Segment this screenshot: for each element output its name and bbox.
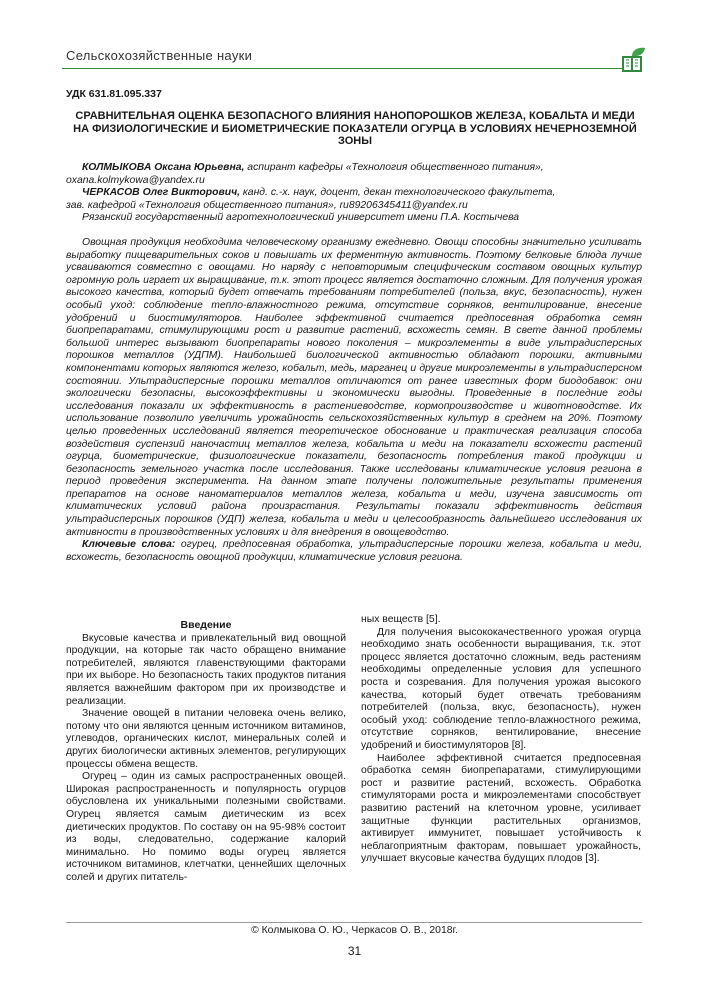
author-block [66, 162, 642, 225]
keywords [66, 539, 642, 564]
author-1 [66, 162, 642, 175]
copyright: © Колмыкова О. Ю., Черкасов О. В., 2018г. [251, 925, 458, 936]
author-2 [66, 187, 642, 200]
paragraph-continued: ных веществ [5]. [361, 614, 441, 625]
section-heading-introduction: Введение [180, 619, 232, 631]
author-2-info: канд. с.-х. наук, доцент, декан технологического факультета, [240, 187, 556, 198]
right-column [361, 614, 641, 866]
author-1-name: КОЛМЫКОВА Оксана Юрьевна, [82, 162, 245, 173]
running-header [62, 44, 648, 68]
author-2-position: зав. кафедрой «Технология общественного питания», ru89206345411@yandex.ru [66, 199, 468, 211]
paragraph: Вкусовые качества и привлекательный вид овощной продукции, на которые так часто обращено внимание потребителей, являются главенствующими факторами при их выборе. Но безопасность таких продуктов питания является важнейшим фактором при их производстве и реализации. [66, 632, 346, 707]
udc-code: УДК 631.81.095.337 [66, 88, 162, 100]
paragraph: Для получения высококачественного урожая огурца необходимо знать особенности выращивания, т.к. этот процесс является достаточно сложным, ведь растениям необходимы определенные условия для успешного роста и созревания. Для получения урожая высокого качества, который будет отвечать требованиям потребителей (польза, вкус, безопасность), нужен особый уход: соблюдение тепло-влажностного режима, отсутствие сорняков, вентилирование, внесение удобрений и биостимуляторов [8]. [361, 626, 641, 751]
article-title: СРАВНИТЕЛЬНАЯ ОЦЕНКА БЕЗОПАСНОГО ВЛИЯНИЯ НАНОПОРОШКОВ ЖЕЛЕЗА, КОБАЛЬТА И МЕДИ НА ФИЗИОЛОГИЧЕСКИЕ И БИОМЕТРИЧЕСКИЕ ПОКАЗАТЕЛИ ОГУРЦА В УСЛОВИЯХ НЕЧЕРНОЗЕМНОЙ ЗОНЫ [73, 110, 637, 147]
left-column [66, 619, 346, 884]
journal-section-title: Сельскохозяйственные науки [66, 48, 253, 63]
book-leaf-icon [618, 46, 648, 74]
author-2-name: ЧЕРКАСОВ Олег Викторович, [82, 187, 241, 198]
header-divider [62, 68, 622, 69]
paragraph: Наиболее эффективной считается предпосевная обработка семян биопрепаратами, стимулирующими рост и развитие растений, всхожесть. Обработка стимуляторами роста и микроэлементами способствует развитию растений на клеточном уровне, усиливает защитные функции растительных организмов, активирует иммунитет, повышает устойчивость к неблагоприятным факторам, повышает урожайность, улучшает вкусовые качества будущих плодов [3]. [361, 752, 641, 865]
author-1-info: аспирант кафедры «Технология общественного питания», [244, 162, 544, 173]
paragraph: Огурец – один из самых распространенных овощей. Широкая распространенность и популярность огурцов обусловлена их уникальными полезными свойствами. Огурец является самым диетическим из всех диетических продуктов. По составу он на 95-98% состоит из воды, следовательно, содержание калорий минимально. Но помимо воды огурец является источником витаминов, клетчатки, ценнейших щелочных солей и других питатель- [66, 771, 346, 883]
page-number: 31 [347, 944, 362, 958]
keywords-label: Ключевые слова: [82, 539, 176, 551]
keywords-text: огурец, предпосевная обработка, ультрадисперсные порошки железа, кобальта и меди, всхожесть, безопасность овощной продукции, климатические условия региона. [66, 539, 643, 563]
author-1-email: oxana.kolmykowa@yandex.ru [66, 174, 205, 186]
affiliation: Рязанский государственный агротехнологический университет имени П.А. Костычева [82, 212, 520, 223]
paragraph: Значение овощей в питании человека очень велико, потому что они являются ценным источником витаминов, углеводов, органических кислот, минеральных солей и других биологически активных элементов, регулирующих процессы обмена веществ. [66, 708, 346, 770]
abstract-text: Овощная продукция необходима человеческому организму ежедневно. Овощи способны значительно усиливать выработку пищеварительных соков и повышать их ферментную активность. Поэтому белковые блюда лучше усваиваются совместно с овощами. Но наряду с неповторимым специфическим составом овощных культур огромную роль играет их выращивание, т.к. этот процесс является достаточно сложным. Для получения урожая высокого качества, который будет отвечать требованиям потребителей (польза, вкус, безопасность), нужен особый уход: соблюдение тепло-влажностного режима, отсутствие сорняков, вентилирование, внесение удобрений и биостимуляторов. Наиболее эффективной считается предпосевная обработка семян биопрепаратами, стимулирующими рост и развитие растений, всхожесть семян. В свете данной проблемы большой интерес вызывают биопрепараты нового поколения – микроэлементы в виде ультрадисперсных порошков металлов (УДПМ). Наибольшей биологической активностью обладают порошки, активными компонентами которых являются железо, кобальт, медь, марганец и другие микроэлементы в ультрадисперсном состоянии. Ультрадисперсные порошки металлов отличаются от ранее известных форм биодобавок: они экологически безопасны, высокоэффективны и экономически выгодны. Проведенные в последние годы исследования показали их эффективность в растениеводстве, кормопроизводстве и животноводстве. Их использование позволило увеличить урожайность сельскохозяйственных культур в среднем на 20%. Поэтому целью проведенных исследований является теоретическое обоснование и практическая реализация способа воздействия суспензий наночастиц металлов железа, кобальта и меди на показатели всхожести растений огурца, биометрические, физиологические показатели, безопасность потребления такой продукции и безопасность земельного участка после исследования. Также исследованы климатические условия региона в период проведения эксперимента. На данном этапе получены положительные результаты применения препаратов на основе наноматериалов металлов железа, кобальта и меди, изучена зависимость от климатических условий района произрастания. Результаты показали эффективность действия ультрадисперсных порошков (УДП) железа, кобальта и меди и целесообразность дальнейшего исследования их активности в производственных условиях и для внедрения в овощеводство. [66, 237, 642, 538]
abstract [66, 237, 642, 564]
footer-divider [66, 922, 642, 923]
